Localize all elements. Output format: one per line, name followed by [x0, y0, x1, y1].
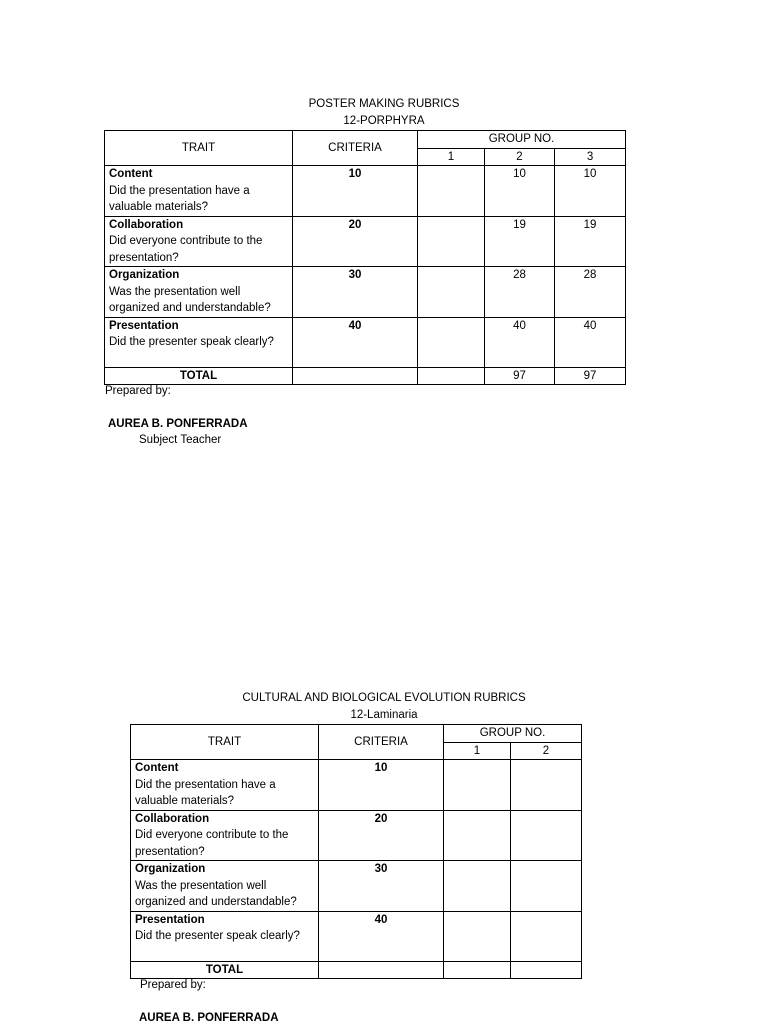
score-cell [418, 267, 485, 318]
total-row [131, 961, 582, 979]
trait-question: Did the presentation have a valuable materials? [135, 778, 276, 807]
criteria-cell: 30 [319, 861, 444, 912]
trait-cell [105, 166, 293, 217]
group-3-header: 3 [555, 148, 626, 166]
trait-cell [131, 911, 319, 961]
trait-cell [105, 216, 293, 267]
trait-name: Presentation [109, 319, 179, 332]
trait-question: Was the presentation well organized and understandable? [109, 285, 271, 314]
table-row [105, 216, 626, 267]
total-cell [444, 961, 511, 979]
score-cell [418, 166, 485, 217]
doc1-teacher-role: Subject Teacher [139, 434, 222, 446]
doc1-section: 12-PORPHYRA [343, 115, 425, 127]
score-cell [444, 861, 511, 912]
criteria-cell: 10 [319, 760, 444, 811]
trait-header: TRAIT [131, 725, 319, 760]
score-cell: 10 [555, 166, 626, 217]
table-row [131, 810, 582, 861]
trait-name: Organization [109, 269, 180, 281]
doc1-prepared-by: Prepared by: [105, 385, 171, 397]
score-cell: 19 [485, 216, 555, 267]
criteria-header: CRITERIA [293, 131, 418, 166]
score-cell [511, 760, 582, 811]
group-2-header: 2 [511, 742, 582, 760]
group-1-header: 1 [444, 742, 511, 760]
score-cell [511, 861, 582, 912]
doc1-teacher-name: AUREA B. PONFERRADA [108, 418, 248, 430]
trait-question: Did everyone contribute to the presentation? [109, 235, 263, 264]
trait-name: Content [135, 762, 179, 774]
score-cell [511, 810, 582, 861]
table-row [105, 267, 626, 318]
group-no-header: GROUP NO. [418, 131, 626, 149]
total-label: TOTAL [105, 367, 293, 385]
criteria-cell: 40 [319, 911, 444, 961]
trait-cell [131, 861, 319, 912]
trait-name: Collaboration [109, 218, 184, 231]
total-cell [418, 367, 485, 385]
score-cell: 28 [555, 267, 626, 318]
table-row [105, 166, 626, 217]
trait-question: Was the presentation well organized and understandable? [135, 879, 297, 908]
doc2-rubric-table [130, 724, 582, 979]
criteria-cell: 10 [293, 166, 418, 217]
criteria-cell: 40 [293, 317, 418, 367]
group-1-header: 1 [418, 148, 485, 166]
criteria-cell: 20 [319, 810, 444, 861]
table-row [131, 861, 582, 912]
score-cell: 28 [485, 267, 555, 318]
trait-cell [131, 760, 319, 811]
score-cell [511, 911, 582, 961]
score-cell: 40 [485, 317, 555, 367]
group-2-header: 2 [485, 148, 555, 166]
trait-cell [105, 267, 293, 318]
score-cell [418, 216, 485, 267]
trait-question: Did everyone contribute to the presentation? [135, 829, 289, 858]
total-row [105, 367, 626, 385]
trait-name: Presentation [135, 913, 205, 926]
criteria-cell: 20 [293, 216, 418, 267]
total-criteria-cell [319, 961, 444, 979]
score-cell [444, 911, 511, 961]
doc2-teacher-name: AUREA B. PONFERRADA [139, 1012, 279, 1024]
trait-name: Content [109, 168, 153, 180]
criteria-header: CRITERIA [319, 725, 444, 760]
doc2-title: CULTURAL AND BIOLOGICAL EVOLUTION RUBRICS [242, 692, 526, 704]
score-cell: 19 [555, 216, 626, 267]
total-label: TOTAL [131, 961, 319, 979]
doc1-rubric-table [104, 130, 626, 385]
group-no-header: GROUP NO. [444, 725, 582, 743]
trait-cell [105, 317, 293, 367]
trait-name: Organization [135, 863, 206, 875]
trait-question: Did the presenter speak clearly? [109, 336, 274, 348]
doc2-section: 12-Laminaria [350, 709, 418, 721]
total-cell [511, 961, 582, 979]
table-row [131, 760, 582, 811]
score-cell [418, 317, 485, 367]
total-cell: 97 [485, 367, 555, 385]
criteria-cell: 30 [293, 267, 418, 318]
trait-question: Did the presentation have a valuable materials? [109, 184, 250, 213]
table-row [105, 317, 626, 367]
score-cell [444, 760, 511, 811]
total-cell: 97 [555, 367, 626, 385]
doc2-prepared-by: Prepared by: [140, 979, 206, 991]
trait-question: Did the presenter speak clearly? [135, 930, 300, 942]
trait-name: Collaboration [135, 812, 210, 825]
trait-cell [131, 810, 319, 861]
total-criteria-cell [293, 367, 418, 385]
doc1-title: POSTER MAKING RUBRICS [308, 98, 460, 110]
trait-header: TRAIT [105, 131, 293, 166]
score-cell: 10 [485, 166, 555, 217]
score-cell [444, 810, 511, 861]
table-row [131, 911, 582, 961]
score-cell: 40 [555, 317, 626, 367]
